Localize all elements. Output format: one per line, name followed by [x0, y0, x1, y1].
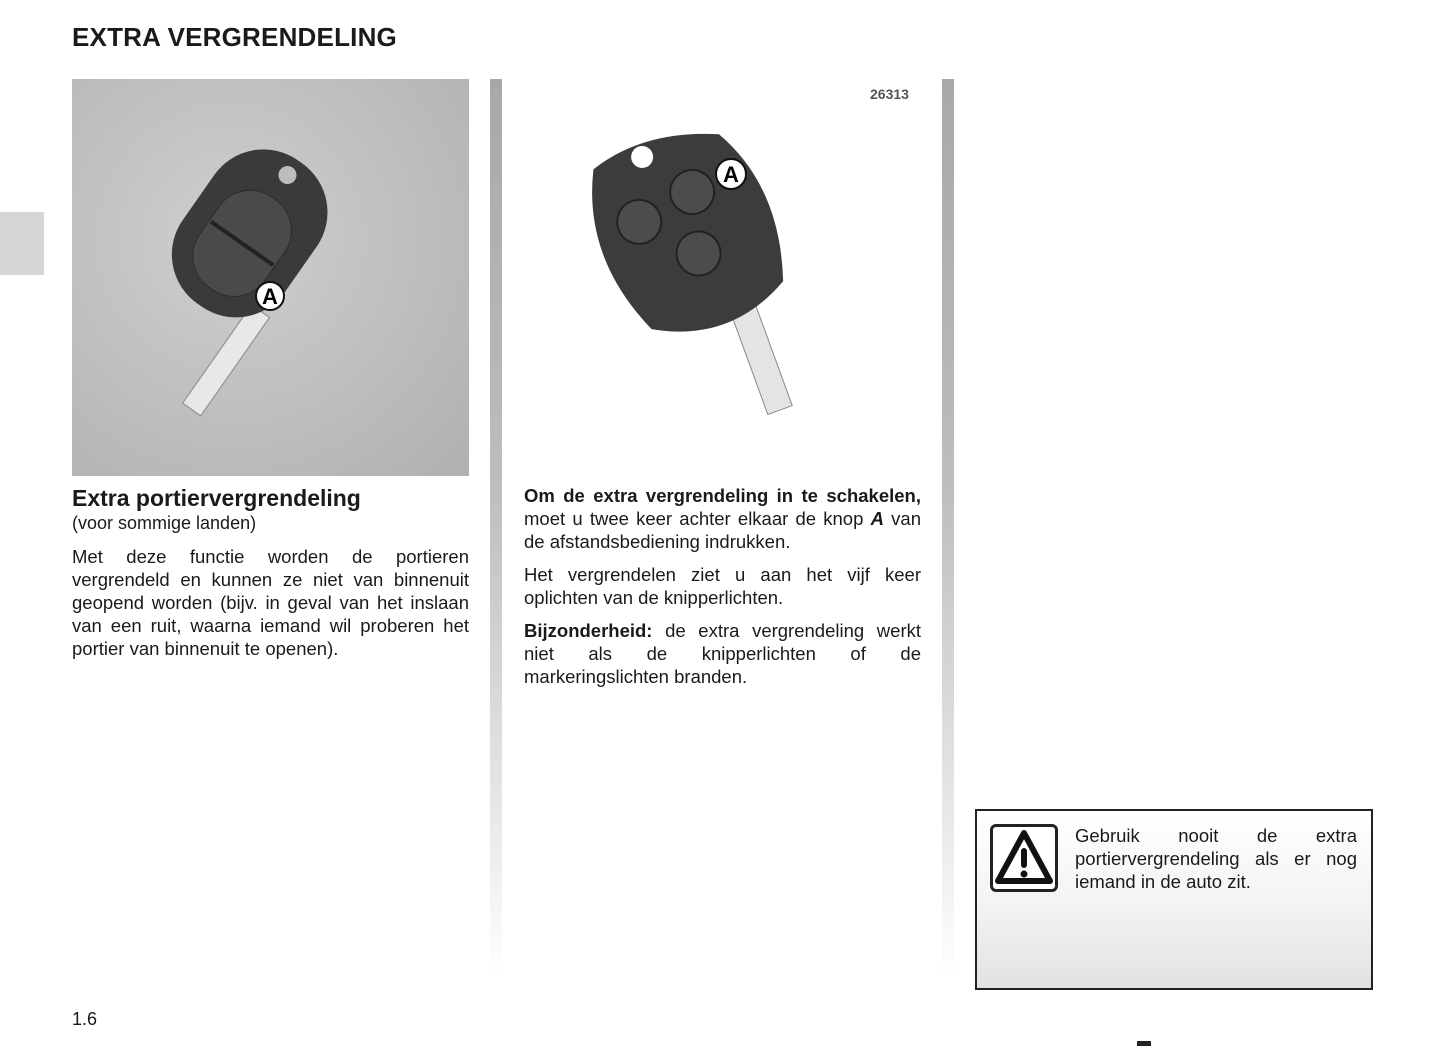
- photo-label-a: A: [262, 284, 278, 309]
- instruction-text: moet u twee keer achter elkaar de knop: [524, 508, 871, 529]
- page-title: EXTRA VERGRENDELING: [72, 22, 397, 52]
- column-separator: [490, 79, 502, 979]
- note-text: de extra vergrendeling werkt niet als de knipperlichten of de markeringslichten branden.: [524, 620, 921, 687]
- left-body-text: Met deze functie worden de portieren vergrendeld en kunnen ze niet van binnenuit geopend worden (bijv. in geval van het inslaan van een ruit, waarna iemand wil proberen het portier van binnenuit te openen).: [72, 546, 469, 659]
- column-separator: [942, 79, 954, 979]
- figure-label-a: A: [723, 162, 739, 187]
- two-button-key-image: [72, 79, 469, 476]
- indicator-paragraph: Het vergrendelen ziet u aan het vijf keer oplichten van de knipperlichten.: [524, 564, 921, 608]
- section-heading: Extra portiervergrendeling: [72, 485, 361, 511]
- print-mark: [1137, 1041, 1151, 1046]
- key-photo: [72, 79, 469, 476]
- instruction-text-end: van de afstandsbediening indrukken.: [524, 508, 921, 552]
- instruction-paragraph: [524, 484, 921, 553]
- section-subheading: (voor sommige landen): [72, 513, 257, 533]
- figure-reference: 26313: [870, 86, 909, 102]
- warning-text: Gebruik nooit de extra portiervergrendeling als er nog iemand in de auto zit.: [1075, 825, 1357, 892]
- warning-callout: [975, 809, 1373, 990]
- chapter-tab: [0, 212, 44, 275]
- note-bold: Bijzonderheid:: [524, 620, 653, 641]
- note-paragraph: [524, 619, 921, 688]
- warning-triangle-icon: [990, 824, 1058, 892]
- page-number: 1.6: [72, 1009, 98, 1029]
- instruction-bold: Om de extra vergrendeling in te schakelen,: [524, 485, 921, 506]
- button-a-ref: A: [870, 508, 884, 529]
- three-button-key-image: [560, 120, 880, 440]
